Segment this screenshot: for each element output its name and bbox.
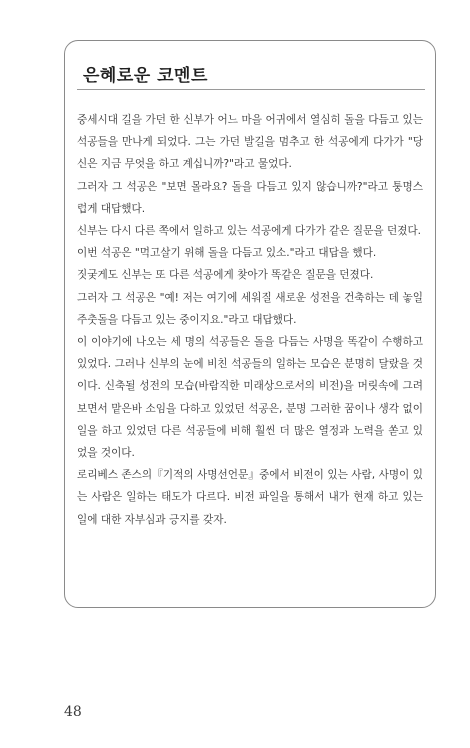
body-paragraph: 중세시대 길을 가던 한 신부가 어느 마을 어귀에서 열심히 돌을 다듬고 있는 석공들을 만나게 되었다. 그는 가던 발길을 멈추고 한 석공에게 다가가 "당신은 지금 무엇을 하고 계십니까?"라고 물었다.: [77, 114, 423, 171]
body-paragraph: 이 이야기에 나오는 세 명의 석공들은 돌을 다듬는 사명을 똑같이 수행하고 있었다. 그러나 신부의 눈에 비친 석공들의 일하는 모습은 분명히 달랐을 것이다. 신축될 성전의 모습(바람직한 미래상으로서의 비전)을 머릿속에 그려 보면서 맡은바 소임을 다하고 있었던 석공은, 분명 그러한 꿈이나 생각 없이 일을 하고 있었던 다른 석공들에 비해 훨씬 더 많은 열정과 노력을 쏟고 있었을 것이다.: [77, 336, 423, 460]
comment-body: [77, 109, 423, 531]
box-title: 은혜로운 코멘트: [83, 66, 208, 86]
body-paragraph: 신부는 다시 다른 쪽에서 일하고 있는 석공에게 다가가 같은 질문을 던졌다.: [77, 225, 422, 238]
body-paragraph: 그러자 그 석공은 "예! 저는 여기에 세워질 새로운 성전을 건축하는 데 놓일 주춧돌을 다듬고 있는 중이지요."라고 대답했다.: [77, 291, 423, 326]
title-divider: [77, 89, 425, 90]
body-paragraph: 이번 석공은 "먹고살기 위해 돌을 다듬고 있소."라고 대답을 했다.: [77, 247, 377, 260]
body-paragraph: 짓궂게도 신부는 또 다른 석공에게 찾아가 똑같은 질문을 던졌다.: [77, 269, 374, 282]
page-number: 48: [64, 704, 82, 720]
body-paragraph: 로리베스 존스의『기적의 사명선언문』중에서 비전이 있는 사람, 사명이 있는 사람은 일하는 태도가 다르다. 비전 파일을 통해서 내가 현재 하고 있는 일에 대한 자부심과 긍지를 갖자.: [77, 469, 423, 526]
body-paragraph: 그러자 그 석공은 "보면 몰라요? 돌을 다듬고 있지 않습니까?"라고 퉁명스럽게 대답했다.: [77, 180, 423, 215]
comment-box: [64, 40, 436, 608]
